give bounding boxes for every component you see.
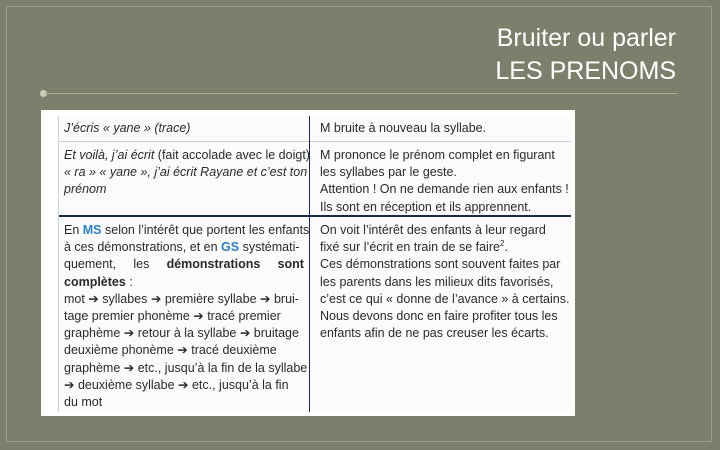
row2-right-cell xyxy=(309,141,571,215)
row2-left-line-2: « ra » « yane », j’ai écrit Rayane et c’est ton xyxy=(64,165,308,180)
row3-left-line-1 xyxy=(64,222,310,239)
row3-right-line-7: enfants afin de ne pas creuser les écarts. xyxy=(320,326,549,341)
row3-left-line-5: mot ➔ syllabes ➔ première syllabe ➔ brui- xyxy=(64,291,299,306)
row2-left-cell xyxy=(59,141,308,215)
row3-left-line-4 xyxy=(64,274,304,291)
row3-right-line-4: les parents dans les milieux dits favorisés, xyxy=(320,274,554,289)
row3-word: les xyxy=(133,257,150,272)
row3-bold-word: complètes xyxy=(64,274,126,289)
title-divider xyxy=(44,93,677,94)
row1-right-cell xyxy=(309,116,571,141)
row2-right-line-1: M prononce le prénom complet en figurant xyxy=(320,148,555,162)
row3-text: . xyxy=(504,240,508,255)
gs-keyword: GS xyxy=(221,240,240,255)
row3-text: : xyxy=(125,274,133,289)
row1-right-text: M bruite à nouveau la syllabe. xyxy=(320,121,487,135)
slide-title-line-2: LES PRENOMS xyxy=(495,57,676,85)
row3-bold-word: sont xyxy=(277,257,304,272)
row3-bold-word: démonstrations xyxy=(166,257,261,272)
row3-left-line-2 xyxy=(64,239,304,256)
row3-left-line-8: deuxième phonème ➔ tracé deuxième xyxy=(64,343,277,358)
row3-text: à ces démonstrations, et en xyxy=(64,240,222,255)
row2-left-gesture-note: (fait accolade avec le doigt) xyxy=(154,148,310,162)
row3-left-line-9: graphème ➔ etc., jusqu’à la fin de la syllabe xyxy=(64,360,308,375)
row3-text: systémati- xyxy=(239,240,300,255)
scanned-document xyxy=(41,110,575,416)
row3-left-line-11: du mot xyxy=(64,395,103,410)
footnote-marker: 2 xyxy=(499,239,505,249)
row2-right-line-3: Attention ! On ne demande rien aux enfants ! xyxy=(320,182,569,197)
row3-right-line-1: On voit l’intérêt des enfants à leur regard xyxy=(320,223,546,237)
slide-title xyxy=(495,22,676,88)
row3-right-cell xyxy=(309,215,571,412)
row3-right-line-6: Nous devons donc en faire profiter tous les xyxy=(320,309,558,324)
row2-right-line-2: les syllabes par le geste. xyxy=(320,165,457,180)
row3-right-line-3: Ces démonstrations sont souvent faites par xyxy=(320,257,561,272)
row3-left-line-10: ➔ deuxième syllabe ➔ etc., jusqu’à la fin xyxy=(64,377,289,392)
ms-keyword: MS xyxy=(82,223,102,237)
row3-left-line-7: graphème ➔ retour à la syllabe ➔ bruitage xyxy=(64,326,299,341)
row1-left-cell xyxy=(59,116,308,141)
row3-text: En xyxy=(64,223,83,237)
row2-left-line-3: prénom xyxy=(64,182,107,197)
row3-right-line-2 xyxy=(320,239,565,256)
demonstration-table xyxy=(58,116,571,412)
row2-left-line-1 xyxy=(64,147,310,164)
row2-right-line-4: Ils sont en réception et ils apprennent. xyxy=(320,199,532,214)
row1-left-text: J’écris « yane » (trace) xyxy=(64,121,191,135)
row3-text: fixé sur l’écrit en train de se faire xyxy=(320,240,500,255)
row3-left-cell xyxy=(59,215,308,412)
row3-word: quement, xyxy=(64,257,117,272)
row3-left-line-6: tage premier phonème ➔ tracé premier xyxy=(64,309,281,324)
row2-left-italic-phrase: Et voilà, j’ai écrit xyxy=(64,148,155,162)
row3-text: selon l’intérêt que portent les enfants xyxy=(101,223,310,237)
slide-title-line-1: Bruiter ou parler xyxy=(496,24,676,52)
row3-left-line-3 xyxy=(64,256,304,273)
row3-right-line-5: c’est ce qui « donne de l’avance » à certains. xyxy=(320,291,570,306)
